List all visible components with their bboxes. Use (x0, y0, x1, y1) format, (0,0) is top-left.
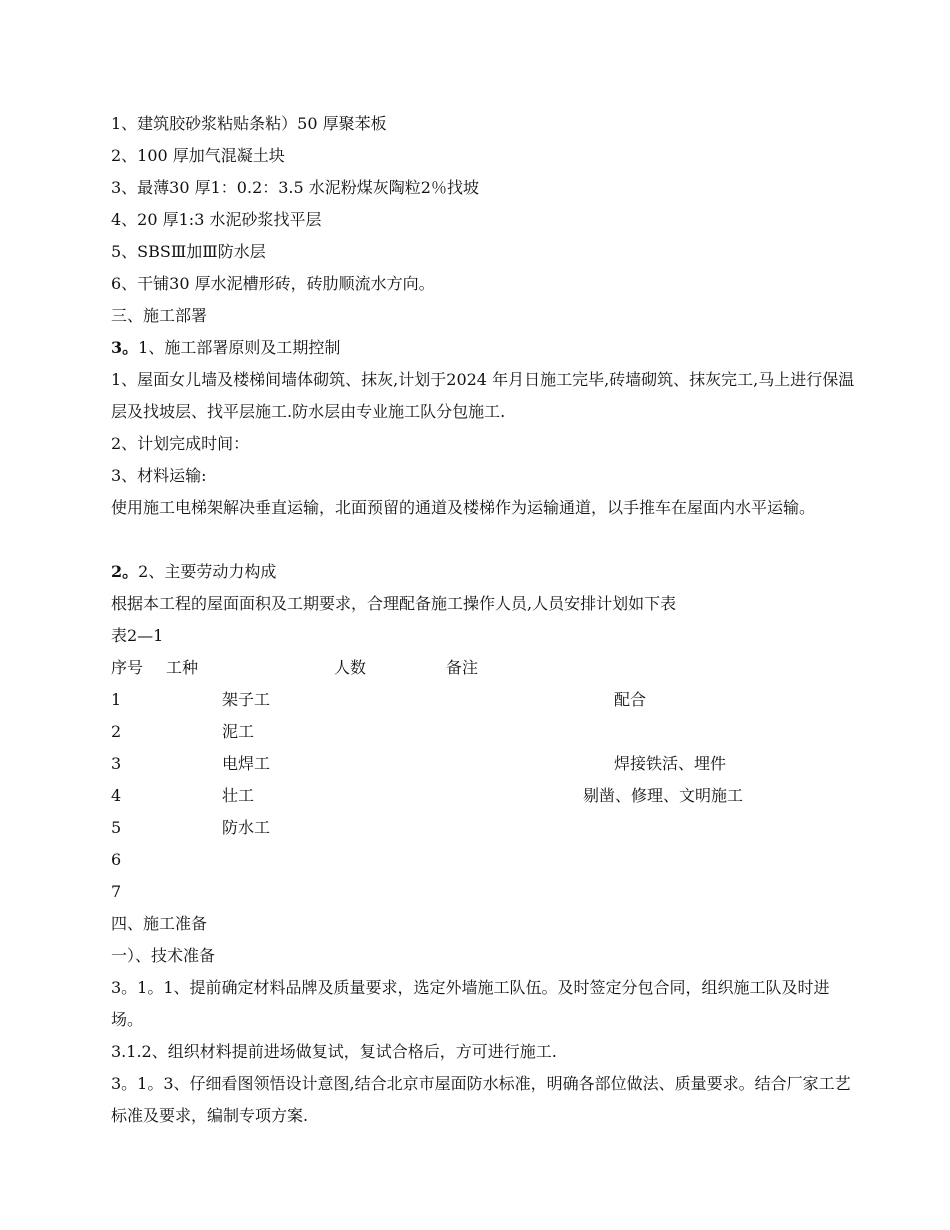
paragraph-transport-heading: 3、材料运输: (111, 466, 207, 485)
subsection-heading-tech-prep: 一）、技术准备 (111, 946, 216, 965)
subsection-number: 2。 (111, 562, 139, 581)
cell-no: 5 (111, 818, 122, 837)
header-count: 人数 (334, 658, 367, 677)
paragraph-3-1-2: 3.1.2、组织材料提前进场做复试，复试合格后，方可进行施工. (111, 1042, 557, 1061)
table-caption: 表2—1 (111, 626, 164, 645)
subsection-number: 3。 (111, 338, 139, 357)
section-heading-3: 三、施工部署 (111, 306, 208, 325)
cell-trade: 泥工 (222, 722, 255, 741)
cell-no: 6 (111, 850, 122, 869)
cell-no: 3 (111, 754, 122, 773)
layer-item-6: 6、干铺30 厚水泥槽形砖，砖肋顺流水方向。 (111, 274, 435, 293)
cell-note: 剔凿、修理、文明施工 (582, 786, 743, 805)
cell-no: 2 (111, 722, 122, 741)
cell-note: 焊接铁活、埋件 (614, 754, 727, 773)
cell-no: 4 (111, 786, 122, 805)
layer-item-3: 3、最薄30 厚1：0.2：3.5 水泥粉煤灰陶粒2％找坡 (111, 178, 479, 197)
layer-item-1: 1、建筑胶砂浆粘贴条粘）50 厚聚苯板 (111, 114, 387, 133)
cell-no: 7 (111, 882, 122, 901)
layer-item-2: 2、100 厚加气混凝土块 (111, 146, 285, 165)
cell-no: 1 (111, 690, 122, 709)
header-note: 备注 (446, 658, 479, 677)
header-no: 序号 (111, 658, 144, 677)
layer-item-5: 5、SBSⅢ加Ⅲ防水层 (111, 242, 266, 261)
subsection-heading-2-2 (111, 562, 276, 582)
subsection-title: 2、主要劳动力构成 (138, 562, 277, 581)
subsection-title: 1、施工部署原则及工期控制 (138, 338, 341, 357)
cell-trade: 防水工 (222, 818, 271, 837)
paragraph-schedule: 1、屋面女儿墙及楼梯间墙体砌筑、抹灰,计划于2024 年月日施工完毕,砖墙砌筑、抹灰完工,马上进行保温层及找坡层、找平层施工.防水层由专业施工队分包施工. (111, 370, 855, 421)
cell-trade: 架子工 (222, 690, 271, 709)
layer-item-4: 4、20 厚1:3 水泥砂浆找平层 (111, 210, 322, 229)
cell-trade: 电焊工 (222, 754, 271, 773)
header-trade: 工种 (166, 658, 199, 677)
paragraph-labor-plan: 根据本工程的屋面面积及工期要求，合理配备施工操作人员,人员安排计划如下表 (111, 594, 677, 613)
paragraph-3-1-1: 3。1。1、提前确定材料品牌及质量要求，选定外墙施工队伍。及时签定分包合同，组织施工队及时进场。 (111, 978, 830, 1029)
section-heading-4: 四、施工准备 (111, 914, 208, 933)
paragraph-transport: 使用施工电梯架解决垂直运输，北面预留的通道及楼梯作为运输通道，以手推车在屋面内水平运输。 (111, 498, 816, 517)
cell-trade: 壮工 (222, 786, 255, 805)
paragraph-3-1-3: 3。1。3、仔细看图领悟设计意图,结合北京市屋面防水标准，明确各部位做法、质量要求。结合厂家工艺标准及要求，编制专项方案. (111, 1074, 851, 1125)
subsection-heading-3-1 (111, 338, 340, 358)
cell-note: 配合 (614, 690, 647, 709)
paragraph-completion-time: 2、计划完成时间： (111, 434, 250, 453)
